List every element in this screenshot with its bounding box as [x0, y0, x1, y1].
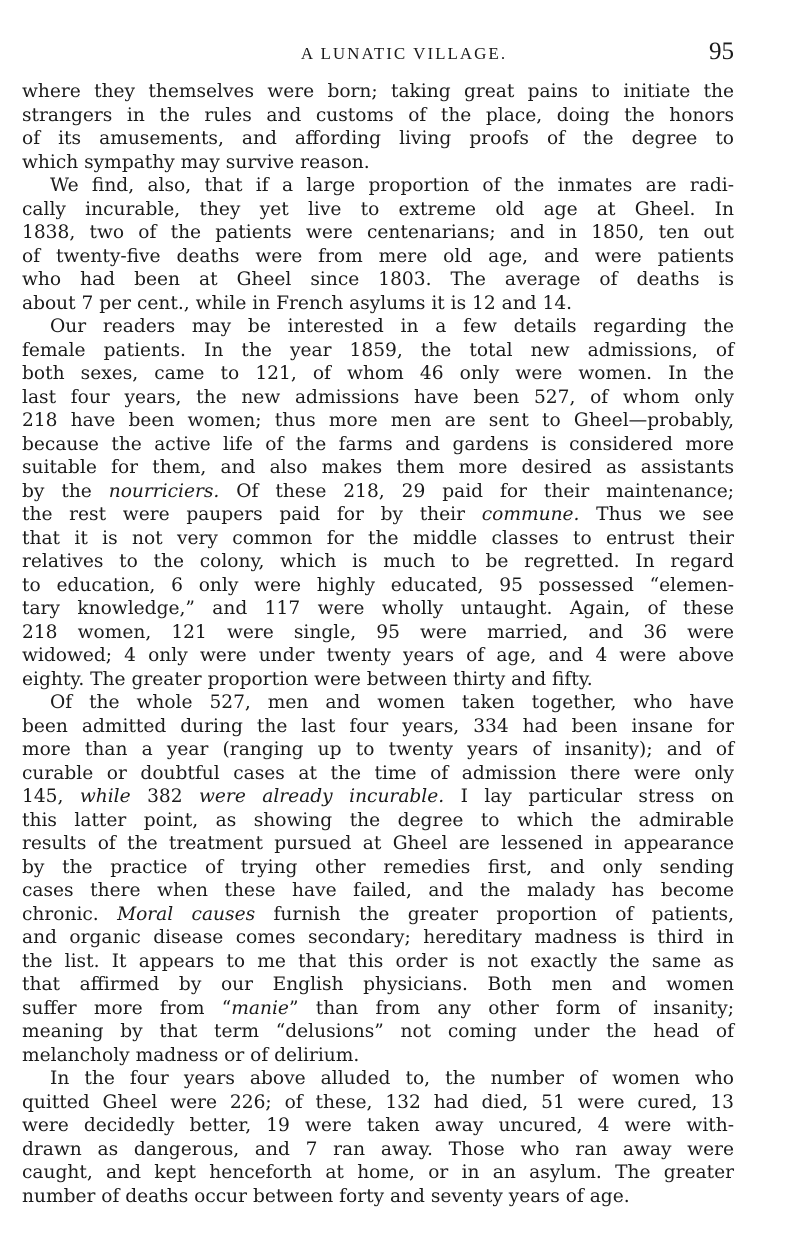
- page-number: 95: [709, 38, 734, 65]
- text-line: suitable for them, and also makes them more desired as assistants: [22, 457, 734, 478]
- text-line: 1838, two of the patients were centenarians; and in 1850, ten out: [22, 222, 734, 243]
- text-run: the rest were paupers paid for by their: [22, 504, 482, 525]
- italic-phrase: Moral causes: [117, 903, 256, 925]
- text-line: widowed; 4 only were under twenty years of age, and 4 were above: [22, 645, 734, 666]
- text-line: this latter point, as showing the degree to which the admirable: [22, 809, 734, 831]
- text-line: about 7 per cent., while in French asylums it is 12 and 14.: [22, 292, 573, 314]
- text-line: female patients. In the year 1859, the total new admissions, of: [22, 339, 734, 361]
- text-line: In the four years above alluded to, the number of women who: [50, 1068, 734, 1089]
- text-run: 145,: [22, 786, 80, 807]
- text-line: cally incurable, they yet live to extreme old age at Gheel. In: [22, 198, 734, 220]
- text-run: Of these 218, 29 paid for their maintenance;: [219, 480, 734, 502]
- italic-phrase: nourriciers.: [108, 480, 220, 502]
- text-line: [22, 785, 734, 809]
- text-line: results of the treatment pursued at Gheel are lessened in appearance: [22, 833, 734, 854]
- text-line: 218 women, 121 were single, 95 were married, and 36 were: [22, 621, 734, 643]
- text-line: by the practice of trying other remedies first, and only sending: [22, 856, 734, 878]
- text-line: number of deaths occur between forty and seventy years of age.: [22, 1185, 630, 1207]
- text-line: drawn as dangerous, and 7 ran away. Those who ran away were: [22, 1138, 734, 1160]
- text-line: of twenty-five deaths were from mere old age, and were patients: [22, 245, 734, 267]
- text-line: We find, also, that if a large proportion of the inmates are radi-: [50, 175, 734, 196]
- italic-phrase: were already incurable.: [199, 786, 445, 807]
- text-line: because the active life of the farms and gardens is considered more: [22, 433, 734, 455]
- text-run: 382: [130, 786, 200, 807]
- italic-phrase: while: [79, 786, 131, 807]
- text-run: I lay particular stress on: [444, 786, 735, 807]
- text-line: of its amusements, and affording living proofs of the degree to: [22, 128, 734, 149]
- text-line: quitted Gheel were 226; of these, 132 had died, 51 were cured, 13: [22, 1091, 734, 1113]
- text-line: [22, 503, 734, 527]
- text-line: caught, and kept henceforth at home, or in an asylum. The greater: [22, 1162, 734, 1183]
- text-line: Of the whole 527, men and women taken together, who have: [50, 692, 734, 713]
- book-page: [22, 30, 734, 1208]
- text-line: melancholy madness or of delirium.: [22, 1044, 360, 1066]
- text-line: [22, 997, 734, 1021]
- text-run: by the: [22, 480, 109, 502]
- text-run: Thus we see: [579, 504, 734, 525]
- text-line: eighty. The greater proportion were between thirty and fifty.: [22, 668, 593, 690]
- text-run: ” than from any other form of insanity;: [288, 997, 734, 1019]
- text-line: [22, 903, 734, 927]
- text-line: which sympathy may survive reason.: [22, 151, 370, 173]
- italic-phrase: commune.: [481, 504, 580, 525]
- text-run: chronic.: [22, 903, 118, 925]
- text-line: more than a year (ranging up to twenty years of insanity); and of: [22, 739, 734, 760]
- italic-phrase: manie: [231, 997, 289, 1019]
- running-title: A LUNATIC VILLAGE.: [300, 44, 508, 63]
- text-line: strangers in the rules and customs of the place, doing the honors: [22, 104, 734, 126]
- text-line: Our readers may be interested in a few details regarding the: [50, 316, 734, 337]
- text-line: that affirmed by our English physicians. Both men and women: [22, 974, 734, 995]
- text-line: were decidedly better, 19 were taken away uncured, 4 were with-: [22, 1115, 734, 1136]
- text-line: cases there when these have failed, and the malady has become: [22, 880, 734, 901]
- text-line: and organic disease comes secondary; hereditary madness is third in: [22, 927, 734, 948]
- text-line: 218 have been women; thus more men are sent to Gheel—probably,: [22, 410, 734, 431]
- text-line: where they themselves were born; taking great pains to initiate the: [22, 81, 734, 102]
- text-line: [22, 480, 734, 504]
- page-header: [22, 30, 734, 80]
- text-line: curable or doubtful cases at the time of admission there were only: [22, 762, 734, 784]
- text-line: meaning by that term “delusions” not coming under the head of: [22, 1021, 734, 1042]
- text-line: relatives to the colony, which is much to be regretted. In regard: [22, 551, 734, 572]
- text-line: been admitted during the last four years, 334 had been insane for: [22, 715, 734, 737]
- text-line: the list. It appears to me that this order is not exactly the same as: [22, 950, 734, 972]
- text-run: furnish the greater proportion of patients,: [255, 903, 734, 925]
- text-line: to education, 6 only were highly educated, 95 possessed “elemen-: [22, 574, 734, 596]
- text-line: last four years, the new admissions have been 527, of whom only: [22, 386, 734, 408]
- text-line: that it is not very common for the middle classes to entrust their: [22, 527, 734, 549]
- text-line: who had been at Gheel since 1803. The average of deaths is: [22, 269, 734, 290]
- body-text: [22, 80, 734, 1208]
- text-line: both sexes, came to 121, of whom 46 only were women. In the: [22, 363, 734, 384]
- text-line: tary knowledge,” and 117 were wholly untaught. Again, of these: [22, 598, 734, 619]
- text-run: suffer more from “: [22, 997, 232, 1019]
